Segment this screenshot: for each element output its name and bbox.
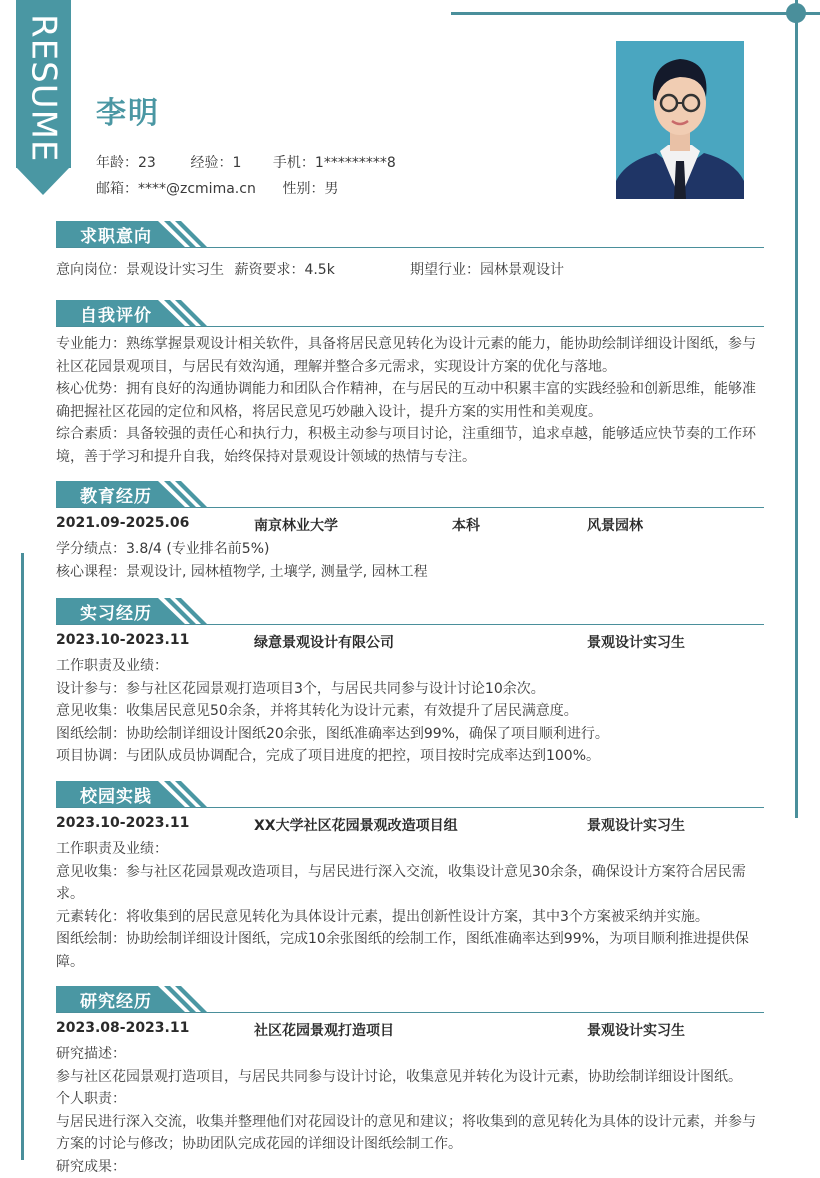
self-eval-paragraph: 专业能力：熟练掌握景观设计相关软件，具备将居民意见转化为设计元素的能力，能协助绘制详细设计图纸，参与社区花园景观项目，与居民有效沟通，理解并整合多元需求，实现设计方案的优化与落地。 — [56, 333, 766, 378]
education-gpa: 学分绩点：3.8/4 (专业排名前5%) — [56, 538, 766, 561]
intent-position: 意向岗位：景观设计实习生 — [56, 262, 224, 278]
exp-label: 经验： — [190, 152, 232, 172]
profile-photo — [616, 41, 744, 199]
intent-content — [56, 259, 766, 282]
research-line: 参与社区花园景观打造项目，与居民共同参与设计讨论，收集意见并转化为设计元素，协助绘制详细设计图纸。 — [56, 1066, 766, 1089]
stripes-icon — [152, 300, 212, 328]
education-entry-header — [56, 515, 766, 537]
internship-line: 意见收集：收集居民意见50余条，并将其转化为设计元素，有效提升了居民满意度。 — [56, 700, 766, 723]
campus-org: XX大学社区花园景观改造项目组 — [254, 815, 458, 835]
stripes-icon — [152, 598, 212, 626]
section-title: 研究经历 — [80, 987, 152, 1012]
internship-date: 2023.10-2023.11 — [56, 632, 189, 648]
self-eval-paragraph: 综合素质：具备较强的责任心和执行力，积极主动参与项目讨论，注重细节，追求卓越，能够适应快节奏的工作环境，善于学习和提升自我，始终保持对景观设计领域的热情与专注。 — [56, 423, 766, 468]
campus-details — [56, 838, 766, 973]
candidate-name: 李明 — [96, 88, 160, 132]
info-row-2 — [96, 178, 338, 198]
exp-value: 1 — [232, 155, 268, 171]
section-header-intent — [56, 219, 764, 249]
research-details — [56, 1043, 766, 1178]
gender-value: 男 — [324, 178, 338, 198]
internship-line: 图纸绘制：协助绘制详细设计图纸20余张，图纸准确率达到99%，确保了项目顺利进行。 — [56, 723, 766, 746]
right-decorative-line — [795, 0, 798, 818]
stripes-icon — [152, 986, 212, 1014]
campus-entry-header — [56, 815, 766, 837]
research-entry-header — [56, 1020, 766, 1042]
research-project: 社区花园景观打造项目 — [254, 1020, 394, 1040]
email-label: 邮箱： — [96, 178, 138, 198]
research-line: 与居民进行深入交流，收集并整理他们对花园设计的意见和建议；将收集到的意见转化为具体的设计元素，并参与方案的讨论与修改；协助团队完成花园的详细设计图纸绘制工作。 — [56, 1111, 766, 1156]
section-title: 校园实践 — [80, 782, 152, 807]
gender-label: 性别： — [282, 178, 324, 198]
campus-role: 景观设计实习生 — [587, 815, 685, 835]
research-line: 个人职责： — [56, 1088, 766, 1111]
research-line: 研究成果： — [56, 1156, 766, 1178]
education-date: 2021.09-2025.06 — [56, 515, 189, 531]
self-eval-paragraph: 核心优势：拥有良好的沟通协调能力和团队合作精神，在与居民的互动中积累丰富的实践经验和创新思维，能够准确把握社区花园的定位和风格，将居民意见巧妙融入设计，提升方案的实用性和美观度。 — [56, 378, 766, 423]
internship-details — [56, 655, 766, 768]
ribbon-label: RESUME — [16, 16, 71, 161]
phone-label: 手机： — [273, 152, 315, 172]
internship-line: 设计参与：参与社区花园景观打造项目3个，与居民共同参与设计讨论10余次。 — [56, 678, 766, 701]
internship-line: 项目协调：与团队成员协调配合，完成了项目进度的把控，项目按时完成率达到100%。 — [56, 745, 766, 768]
internship-org: 绿意景观设计有限公司 — [254, 632, 394, 652]
top-decorative-line — [451, 12, 820, 15]
section-header-education — [56, 479, 764, 509]
campus-line: 图纸绘制：协助绘制详细设计图纸，完成10余张图纸的绘制工作，图纸准确率达到99%，为项目顺利推进提供保障。 — [56, 928, 766, 973]
internship-entry-header — [56, 632, 766, 654]
intent-industry: 期望行业：园林景观设计 — [410, 259, 564, 282]
internship-line: 工作职责及业绩： — [56, 655, 766, 678]
section-title: 教育经历 — [80, 482, 152, 507]
email-value: ****@zcmima.cn — [138, 181, 278, 197]
section-header-internship — [56, 596, 764, 626]
section-title: 自我评价 — [80, 301, 152, 326]
education-major: 风景园林 — [587, 515, 643, 535]
education-details — [56, 538, 766, 583]
self-eval-content — [56, 333, 766, 468]
section-title: 求职意向 — [80, 222, 152, 247]
education-degree: 本科 — [452, 515, 480, 535]
info-row-1 — [96, 152, 396, 172]
campus-date: 2023.10-2023.11 — [56, 815, 189, 831]
campus-line: 意见收集：参与社区花园景观改造项目，与居民进行深入交流，收集设计意见30余条，确保设计方案符合居民需求。 — [56, 861, 766, 906]
age-label: 年龄： — [96, 152, 138, 172]
left-decorative-line — [21, 553, 24, 1160]
campus-line: 工作职责及业绩： — [56, 838, 766, 861]
education-courses: 核心课程：景观设计, 园林植物学, 土壤学, 测量学, 园林工程 — [56, 561, 766, 584]
internship-role: 景观设计实习生 — [587, 632, 685, 652]
phone-value: 1*********8 — [315, 155, 396, 171]
intent-salary: 薪资要求：4.5k — [234, 262, 334, 278]
research-date: 2023.08-2023.11 — [56, 1020, 189, 1036]
research-role: 景观设计实习生 — [587, 1020, 685, 1040]
stripes-icon — [152, 481, 212, 509]
education-school: 南京林业大学 — [254, 515, 338, 535]
research-line: 研究描述： — [56, 1043, 766, 1066]
age-value: 23 — [138, 155, 186, 171]
stripes-icon — [152, 221, 212, 249]
section-header-campus — [56, 779, 764, 809]
stripes-icon — [152, 781, 212, 809]
section-header-self-eval — [56, 298, 764, 328]
resume-ribbon — [16, 0, 71, 195]
section-header-research — [56, 984, 764, 1014]
section-title: 实习经历 — [80, 599, 152, 624]
campus-line: 元素转化：将收集到的居民意见转化为具体设计元素，提出创新性设计方案，其中3个方案被采纳并实施。 — [56, 906, 766, 929]
